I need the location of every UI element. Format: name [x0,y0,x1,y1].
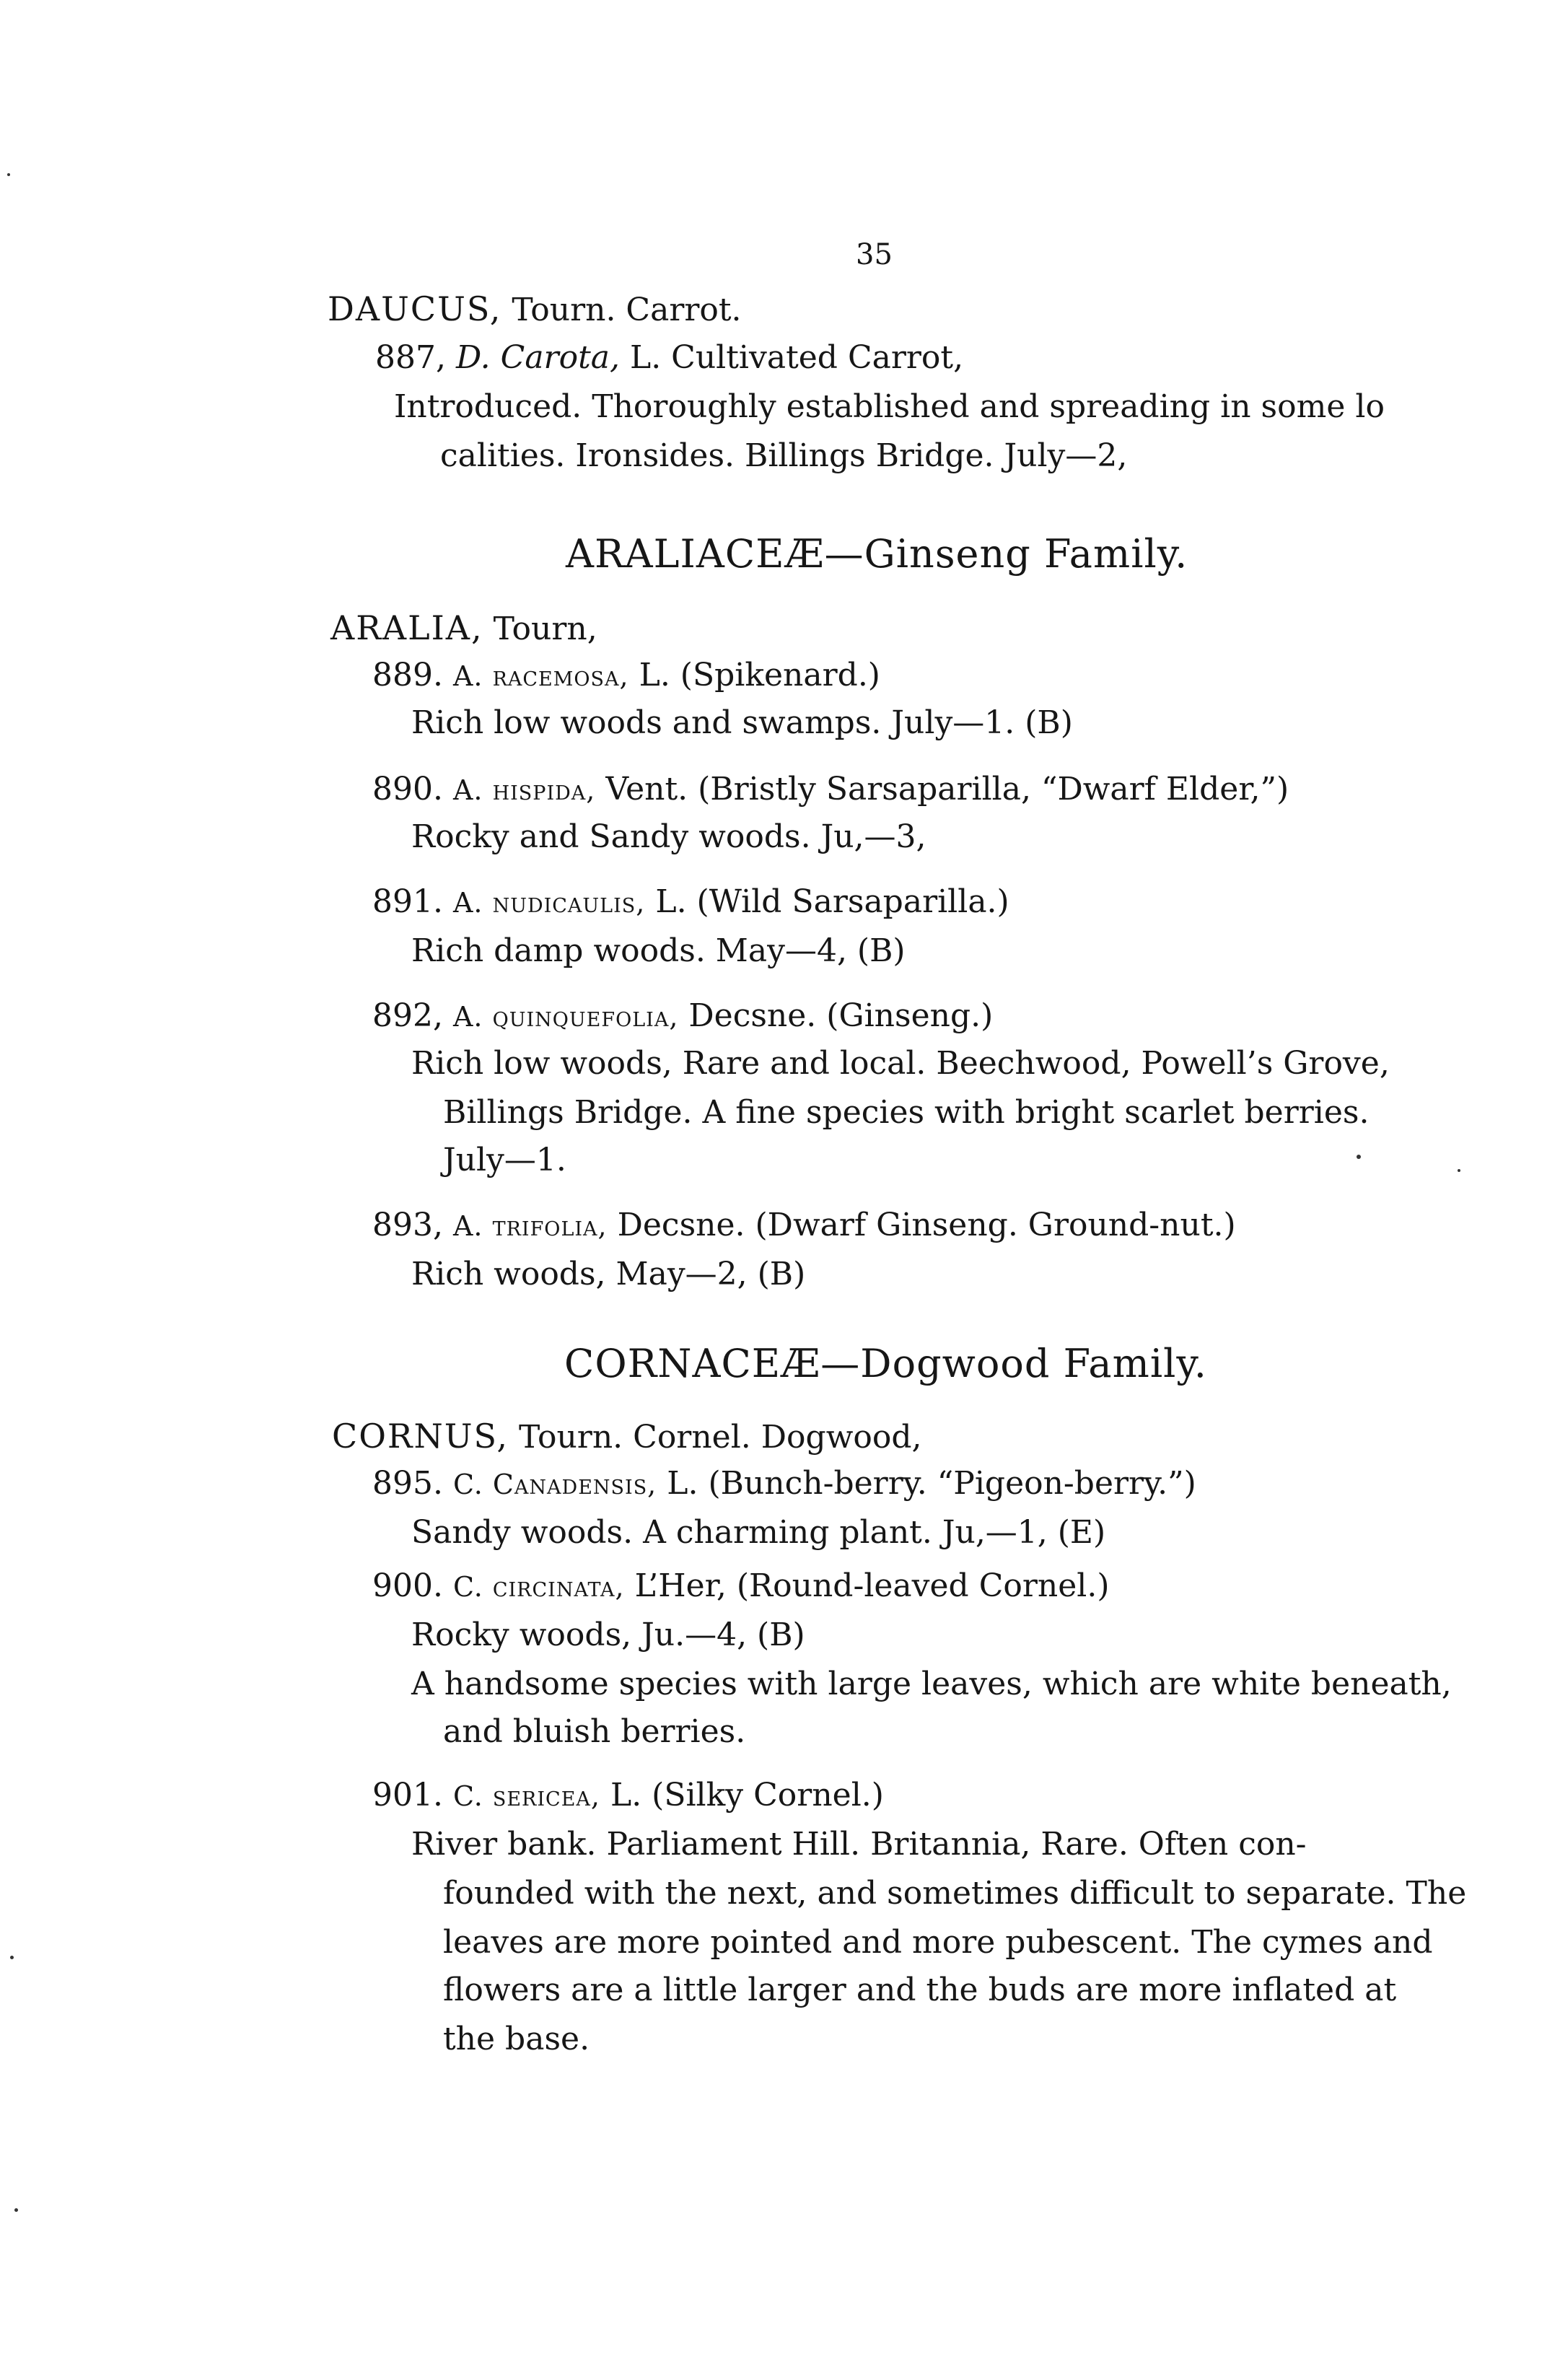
genus-authority: Tourn. Carrot. [501,292,742,328]
species-author: L. Cultivated Carrot, [619,339,964,376]
genus-authority: Tourn. Cornel. Dogwood, [509,1419,922,1456]
genus-name: DAUCUS, [328,289,502,328]
species-891 [372,882,1009,923]
species-889 [372,655,880,696]
species-891-line-1: Rich damp woods. May—4, (B) [411,932,906,969]
speck-mark [10,1956,14,1959]
species-number: 889. [372,657,443,694]
speck-mark [7,173,10,176]
speck-mark [1458,1169,1460,1172]
species-895-line-1: Sandy woods. A charming plant. Ju,—1, (E) [411,1514,1106,1551]
genus-cornus [332,1416,922,1458]
species-890 [372,769,1289,810]
species-900-line-2: A handsome species with large leaves, which are white beneath, [411,1666,1452,1702]
species-number: 891. [372,883,443,920]
species-892-line-1: Rich low woods, Rare and local. Beechwood, Powell’s Grove, [411,1045,1390,1082]
species-rest: L’Her, (Round-leaved Cornel.) [624,1567,1110,1604]
species-901-line-5: the base. [443,2021,590,2057]
species-name: C. sericea, [452,1780,600,1812]
species-895 [372,1464,1196,1505]
species-887-line-2: calities. Ironsides. Billings Bridge. July—2, [440,437,1128,474]
species-892 [372,996,993,1037]
species-number: 887, [375,339,446,376]
species-901 [372,1775,884,1816]
page-number: 35 [856,238,893,271]
species-number: 890. [372,771,443,808]
species-893-line-1: Rich woods, May—2, (B) [411,1256,806,1292]
genus-aralia [330,608,597,649]
species-name: A. quinquefolia, [452,1001,679,1033]
species-number: 892, [372,997,443,1034]
species-rest: L. (Spikenard.) [628,657,880,694]
species-rest: L. (Bunch-berry. “Pigeon-berry.”) [657,1465,1196,1502]
speck-mark [14,2208,18,2212]
genus-daucus [328,289,742,331]
species-name: C. Canadensis, [452,1469,657,1500]
species-892-line-3: July—1. [443,1142,566,1178]
species-rest: Decsne. (Ginseng.) [678,997,994,1034]
species-892-line-2: Billings Bridge. A fine species with bright scarlet berries. [443,1094,1370,1131]
species-889-line-1: Rich low woods and swamps. July—1. (B) [411,704,1073,741]
species-900 [372,1566,1110,1607]
species-900-line-3: and bluish berries. [443,1713,746,1750]
species-name: D. Carota, [455,339,620,376]
species-901-line-4: flowers are a little larger and the buds are more inflated at [443,1972,1397,2008]
family-heading-araliaceae: ARALIACEÆ—Ginseng Family. [566,531,1188,577]
species-rest: L. (Wild Sarsaparilla.) [645,883,1009,920]
species-name: A. hispida, [452,774,596,806]
species-number: 901. [372,1777,443,1814]
species-rest: Vent. (Bristly Sarsaparilla, “Dwarf Elder,”) [595,771,1289,808]
species-893 [372,1205,1236,1246]
species-887-line-1: Introduced. Thoroughly established and spreading in some lo [394,388,1385,425]
species-number: 900. [372,1567,443,1604]
genus-name: ARALIA, [330,608,483,647]
species-887 [375,338,963,378]
species-901-line-2: founded with the next, and sometimes difficult to separate. The [443,1875,1467,1912]
genus-authority: Tourn, [483,611,597,647]
speck-mark [1357,1155,1361,1159]
genus-name: CORNUS, [332,1417,509,1456]
species-901-line-3: leaves are more pointed and more pubescent. The cymes and [443,1924,1433,1961]
family-heading-cornaceae: CORNACEÆ—Dogwood Family. [564,1341,1207,1386]
species-name: A. racemosa, [452,660,629,692]
species-name: A. trifolia, [452,1210,608,1242]
species-rest: Decsne. (Dwarf Ginseng. Ground-nut.) [607,1207,1236,1243]
species-rest: L. (Silky Cornel.) [600,1777,884,1814]
species-901-line-1: River bank. Parliament Hill. Britannia, Rare. Often con- [411,1826,1307,1863]
species-900-line-1: Rocky woods, Ju.—4, (B) [411,1616,805,1653]
species-number: 893, [372,1207,443,1243]
species-name: C. circinata, [452,1571,625,1603]
species-890-line-1: Rocky and Sandy woods. Ju,—3, [411,818,926,855]
species-name: A. nudicaulis, [452,887,646,919]
species-number: 895. [372,1465,443,1502]
